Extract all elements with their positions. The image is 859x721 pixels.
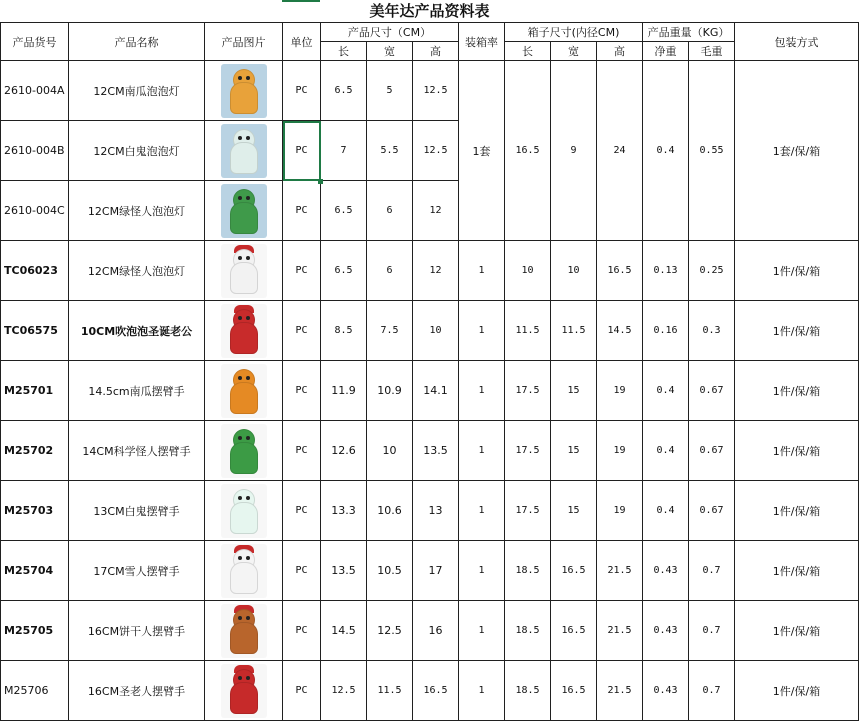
cell-box-width[interactable]: 16.5 <box>551 601 597 661</box>
cell-unit[interactable]: PC <box>283 241 321 301</box>
cell-height[interactable]: 12.5 <box>413 121 459 181</box>
cell-width[interactable]: 5 <box>367 61 413 121</box>
cell-net-weight[interactable]: 0.4 <box>643 61 689 241</box>
cell-length[interactable]: 6.5 <box>321 181 367 241</box>
cell-name[interactable]: 12CM南瓜泡泡灯 <box>69 61 205 121</box>
cell-carton-rate[interactable]: 1 <box>459 361 505 421</box>
cell-unit[interactable]: PC <box>283 541 321 601</box>
cell-code[interactable]: M25702 <box>1 421 69 481</box>
cell-name[interactable]: 13CM白鬼摆臂手 <box>69 481 205 541</box>
cell-height[interactable]: 14.1 <box>413 361 459 421</box>
cell-length[interactable]: 12.6 <box>321 421 367 481</box>
header-box-length[interactable]: 长 <box>505 42 551 61</box>
cell-image[interactable] <box>205 361 283 421</box>
cell-length[interactable]: 8.5 <box>321 301 367 361</box>
frankenstein-icon <box>221 424 267 478</box>
table-row <box>1 241 859 301</box>
cell-length[interactable]: 13.3 <box>321 481 367 541</box>
cell-box-height[interactable]: 21.5 <box>597 541 643 601</box>
cell-packing[interactable]: 1件/保/箱 <box>735 601 859 661</box>
cell-gross-weight[interactable]: 0.3 <box>689 301 735 361</box>
cell-box-height[interactable]: 19 <box>597 361 643 421</box>
cell-unit[interactable]: PC <box>283 301 321 361</box>
cell-gross-weight[interactable]: 0.25 <box>689 241 735 301</box>
cell-name[interactable]: 12CM绿怪人泡泡灯 <box>69 241 205 301</box>
cell-net-weight[interactable]: 0.43 <box>643 541 689 601</box>
cell-name[interactable]: 16CM圣老人摆臂手 <box>69 661 205 721</box>
snowman-icon <box>221 544 267 598</box>
cell-box-length[interactable]: 17.5 <box>505 481 551 541</box>
cell-image[interactable] <box>205 421 283 481</box>
cell-net-weight[interactable]: 0.16 <box>643 301 689 361</box>
cell-code[interactable]: M25704 <box>1 541 69 601</box>
cell-carton-rate[interactable]: 1 <box>459 301 505 361</box>
cell-length[interactable]: 6.5 <box>321 241 367 301</box>
cell-width[interactable]: 7.5 <box>367 301 413 361</box>
cell-image[interactable] <box>205 181 283 241</box>
cell-packing[interactable]: 1件/保/箱 <box>735 241 859 301</box>
cell-length[interactable]: 13.5 <box>321 541 367 601</box>
cell-name[interactable]: 14.5cm南瓜摆臂手 <box>69 361 205 421</box>
cell-net-weight[interactable]: 0.4 <box>643 421 689 481</box>
cell-net-weight[interactable]: 0.43 <box>643 601 689 661</box>
header-packing[interactable]: 包装方式 <box>735 23 859 61</box>
cell-packing[interactable]: 1件/保/箱 <box>735 481 859 541</box>
header-length[interactable]: 长 <box>321 42 367 61</box>
cell-box-length[interactable]: 18.5 <box>505 541 551 601</box>
cell-net-weight[interactable]: 0.4 <box>643 361 689 421</box>
cell-width[interactable]: 6 <box>367 181 413 241</box>
cell-code[interactable]: TC06575 <box>1 301 69 361</box>
cell-box-width[interactable]: 15 <box>551 361 597 421</box>
cell-unit[interactable]: PC <box>283 361 321 421</box>
table-row <box>1 421 859 481</box>
cell-image[interactable] <box>205 541 283 601</box>
header-name[interactable]: 产品名称 <box>69 23 205 61</box>
table-row <box>1 61 859 121</box>
header-weight[interactable]: 产品重量（KG） <box>643 23 735 42</box>
pumpkin-lamp-icon <box>221 64 267 118</box>
table-row <box>1 361 859 421</box>
cell-height[interactable]: 17 <box>413 541 459 601</box>
cell-box-height[interactable]: 21.5 <box>597 601 643 661</box>
cell-code[interactable]: M25703 <box>1 481 69 541</box>
cell-name[interactable]: 17CM雪人摆臂手 <box>69 541 205 601</box>
cell-width[interactable]: 11.5 <box>367 661 413 721</box>
table-row <box>1 601 859 661</box>
cell-width[interactable]: 10 <box>367 421 413 481</box>
cell-gross-weight[interactable]: 0.67 <box>689 421 735 481</box>
ghost-icon <box>221 484 267 538</box>
header-height[interactable]: 高 <box>413 42 459 61</box>
cell-width[interactable]: 5.5 <box>367 121 413 181</box>
header-box-width[interactable]: 宽 <box>551 42 597 61</box>
cell-packing[interactable]: 1件/保/箱 <box>735 361 859 421</box>
header-image[interactable]: 产品图片 <box>205 23 283 61</box>
cell-box-length[interactable]: 18.5 <box>505 601 551 661</box>
cell-box-width[interactable]: 10 <box>551 241 597 301</box>
fill-handle[interactable] <box>318 179 323 184</box>
cell-carton-rate[interactable]: 1 <box>459 541 505 601</box>
cell-gross-weight[interactable]: 0.67 <box>689 361 735 421</box>
cell-code[interactable]: 2610-004B <box>1 121 69 181</box>
cell-box-length[interactable]: 16.5 <box>505 61 551 241</box>
cell-box-height[interactable]: 24 <box>597 61 643 241</box>
gingerbread-icon <box>221 604 267 658</box>
cell-carton-rate[interactable]: 1 <box>459 241 505 301</box>
cell-code[interactable]: 2610-004C <box>1 181 69 241</box>
cell-net-weight[interactable]: 0.4 <box>643 481 689 541</box>
cell-box-width[interactable]: 15 <box>551 421 597 481</box>
cell-box-height[interactable]: 16.5 <box>597 241 643 301</box>
ghost-lamp-icon <box>221 124 267 178</box>
product-table <box>0 22 859 721</box>
cell-box-width[interactable]: 9 <box>551 61 597 241</box>
cell-height[interactable]: 16.5 <box>413 661 459 721</box>
cell-code[interactable]: M25705 <box>1 601 69 661</box>
cell-box-height[interactable]: 19 <box>597 421 643 481</box>
cell-packing[interactable]: 1套/保/箱 <box>735 61 859 241</box>
cell-box-length[interactable]: 10 <box>505 241 551 301</box>
header-gross-weight[interactable]: 毛重 <box>689 42 735 61</box>
cell-box-length[interactable]: 17.5 <box>505 361 551 421</box>
cell-net-weight[interactable]: 0.13 <box>643 241 689 301</box>
cell-height[interactable]: 16 <box>413 601 459 661</box>
cell-length[interactable]: 11.9 <box>321 361 367 421</box>
cell-carton-rate[interactable]: 1 <box>459 481 505 541</box>
cell-box-width[interactable]: 16.5 <box>551 661 597 721</box>
cell-image[interactable] <box>205 61 283 121</box>
cell-code[interactable]: M25701 <box>1 361 69 421</box>
cell-gross-weight[interactable]: 0.55 <box>689 61 735 241</box>
cell-width[interactable]: 6 <box>367 241 413 301</box>
table-row <box>1 661 859 721</box>
cell-name[interactable]: 12CM白鬼泡泡灯 <box>69 121 205 181</box>
cell-box-height[interactable]: 21.5 <box>597 661 643 721</box>
cell-gross-weight[interactable]: 0.67 <box>689 481 735 541</box>
cell-box-length[interactable]: 17.5 <box>505 421 551 481</box>
cell-box-width[interactable]: 15 <box>551 481 597 541</box>
cell-packing[interactable]: 1件/保/箱 <box>735 541 859 601</box>
cell-carton-rate[interactable]: 1 <box>459 601 505 661</box>
cell-unit[interactable]: PC <box>283 121 321 181</box>
cell-unit[interactable]: PC <box>283 661 321 721</box>
cell-code[interactable]: TC06023 <box>1 241 69 301</box>
table-row <box>1 541 859 601</box>
cell-length[interactable]: 12.5 <box>321 661 367 721</box>
cell-unit[interactable]: PC <box>283 421 321 481</box>
cell-box-width[interactable]: 16.5 <box>551 541 597 601</box>
cell-height[interactable]: 10 <box>413 301 459 361</box>
cell-width[interactable]: 12.5 <box>367 601 413 661</box>
cell-name[interactable]: 16CM饼干人摆臂手 <box>69 601 205 661</box>
cell-gross-weight[interactable]: 0.7 <box>689 541 735 601</box>
cell-width[interactable]: 10.5 <box>367 541 413 601</box>
cell-gross-weight[interactable]: 0.7 <box>689 601 735 661</box>
header-box-height[interactable]: 高 <box>597 42 643 61</box>
header-net-weight[interactable]: 净重 <box>643 42 689 61</box>
cell-height[interactable]: 12.5 <box>413 61 459 121</box>
cell-name[interactable]: 10CM吹泡泡圣诞老公 <box>69 301 205 361</box>
santa-icon <box>221 664 267 718</box>
cell-gross-weight[interactable]: 0.7 <box>689 661 735 721</box>
cell-box-length[interactable]: 11.5 <box>505 301 551 361</box>
cell-length[interactable]: 6.5 <box>321 61 367 121</box>
cell-height[interactable]: 13.5 <box>413 421 459 481</box>
cell-unit[interactable]: PC <box>283 481 321 541</box>
sheet-title: 美年达产品资料表 <box>369 2 490 20</box>
cell-height[interactable]: 12 <box>413 241 459 301</box>
cell-code[interactable]: 2610-004A <box>1 61 69 121</box>
cell-packing[interactable]: 1件/保/箱 <box>735 661 859 721</box>
cell-name[interactable]: 12CM绿怪人泡泡灯 <box>69 181 205 241</box>
cell-unit[interactable]: PC <box>283 61 321 121</box>
cell-packing[interactable]: 1件/保/箱 <box>735 421 859 481</box>
header-unit[interactable]: 单位 <box>283 23 321 61</box>
cell-image[interactable] <box>205 301 283 361</box>
cell-box-height[interactable]: 14.5 <box>597 301 643 361</box>
cell-image[interactable] <box>205 601 283 661</box>
cell-packing[interactable]: 1件/保/箱 <box>735 301 859 361</box>
cell-height[interactable]: 13 <box>413 481 459 541</box>
header-carton-rate[interactable]: 装箱率 <box>459 23 505 61</box>
cell-box-length[interactable]: 18.5 <box>505 661 551 721</box>
cell-width[interactable]: 10.9 <box>367 361 413 421</box>
pumpkin-icon <box>221 364 267 418</box>
santa-icon <box>221 304 267 358</box>
snowman-icon <box>221 244 267 298</box>
header-box-size[interactable]: 箱子尺寸(内径CM) <box>505 23 643 42</box>
cell-carton-rate[interactable]: 1 <box>459 661 505 721</box>
header-product-size[interactable]: 产品尺寸（CM） <box>321 23 459 42</box>
cell-image[interactable] <box>205 241 283 301</box>
cell-image[interactable] <box>205 481 283 541</box>
header-width[interactable]: 宽 <box>367 42 413 61</box>
cell-name[interactable]: 14CM科学怪人摆臂手 <box>69 421 205 481</box>
cell-height[interactable]: 12 <box>413 181 459 241</box>
cell-unit[interactable]: PC <box>283 181 321 241</box>
cell-box-height[interactable]: 19 <box>597 481 643 541</box>
cell-image[interactable] <box>205 121 283 181</box>
cell-image[interactable] <box>205 661 283 721</box>
cell-net-weight[interactable]: 0.43 <box>643 661 689 721</box>
cell-width[interactable]: 10.6 <box>367 481 413 541</box>
cell-unit[interactable]: PC <box>283 601 321 661</box>
cell-length[interactable]: 14.5 <box>321 601 367 661</box>
table-row <box>1 301 859 361</box>
cell-box-width[interactable]: 11.5 <box>551 301 597 361</box>
cell-carton-rate[interactable]: 1套 <box>459 61 505 241</box>
table-row <box>1 481 859 541</box>
cell-code[interactable]: M25706 <box>1 661 69 721</box>
header-code[interactable]: 产品货号 <box>1 23 69 61</box>
monster-lamp-icon <box>221 184 267 238</box>
cell-length[interactable]: 7 <box>321 121 367 181</box>
cell-carton-rate[interactable]: 1 <box>459 421 505 481</box>
